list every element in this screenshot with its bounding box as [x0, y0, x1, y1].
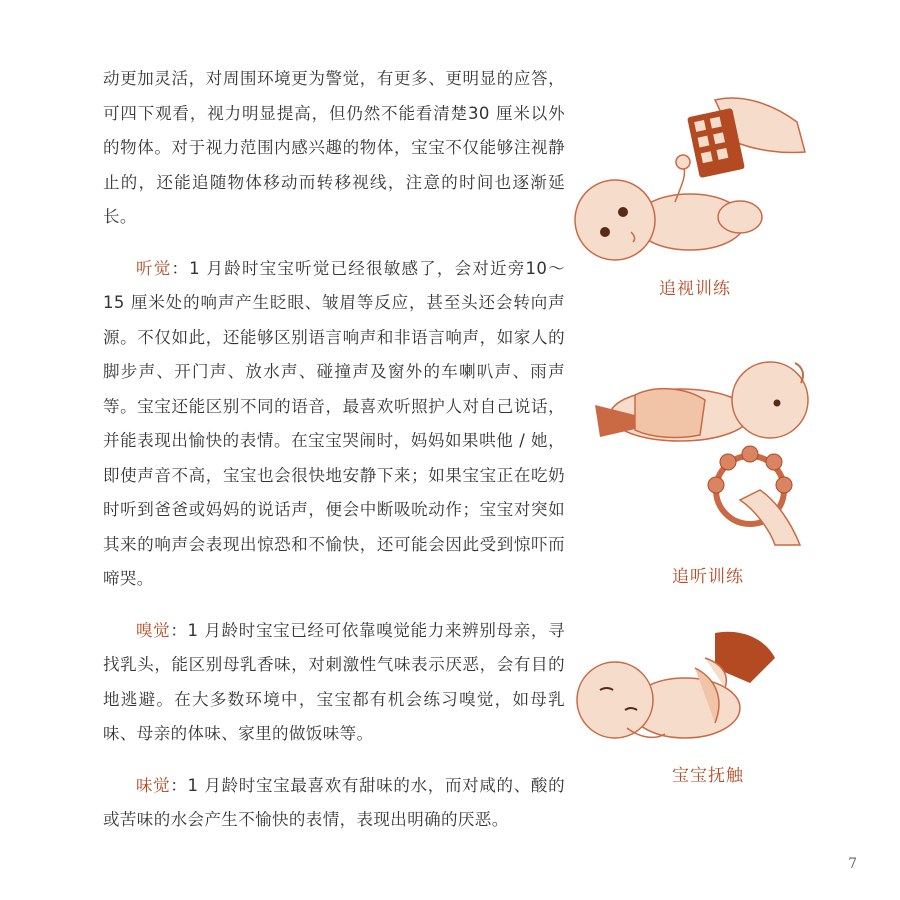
paragraph-vision: [103, 62, 565, 235]
body-text-column: [103, 62, 565, 855]
baby-massage-icon: [565, 628, 815, 758]
paragraph-taste: [103, 769, 565, 838]
paragraph-hearing: [103, 252, 565, 597]
caption-baby-massage: 宝宝抚触: [672, 766, 744, 786]
section-label-hearing: 听觉: [136, 258, 172, 278]
section-label-smell: 嗅觉: [136, 620, 171, 640]
page-number: 7: [848, 856, 857, 872]
paragraph-smell: [103, 614, 565, 752]
caption-visual-tracking: 追视训练: [659, 279, 731, 299]
paragraph-text: ：1 月龄时宝宝听觉已经很敏感了，会对近旁10～15 厘米处的响声产生眨眼、皱眉等反应，甚至头还会转向声源。不仅如此，还能够区别语言响声和非语言响声，如家人的脚步声、开门声、放水声、碰撞声及窗外的车喇叭声、雨声等。宝宝还能区别不同的语音，最喜欢听照护人对自己说话，并能表现出愉快的表情。在宝宝哭闹时，妈妈如果哄他 / 她，即使声音不高，宝宝也会很快地安静下来；如果宝宝正在吃奶时听到爸爸或妈妈的说话声，便会中断吸吮动作；宝宝对突如其来的响声会表现出惊恐和不愉快，还可能会因此受到惊吓而啼哭。: [103, 258, 565, 588]
paragraph-text: ：1 月龄时宝宝最喜欢有甜味的水，而对咸的、酸的或苦味的水会产生不愉快的表情，表现出明确的厌恶。: [103, 775, 565, 829]
section-label-taste: 味觉: [136, 775, 171, 795]
baby-auditory-tracking-icon: [565, 345, 815, 555]
paragraph-text: ：1 月龄时宝宝已经可依靠嗅觉能力来辨别母亲，寻找乳头，能区别母乳香味，对刺激性气味表示厌恶，会有目的地逃避。在大多数环境中，宝宝都有机会练习嗅觉，如母乳味、母亲的体味、家里的做饭味等。: [103, 620, 565, 743]
baby-visual-tracking-icon: [565, 92, 815, 267]
caption-auditory-tracking: 追听训练: [672, 567, 744, 587]
paragraph-text: 动更加灵活，对周围环境更为警觉，有更多、更明显的应答，可四下观看，视力明显提高，但仍然不能看清楚30 厘米以外的物体。对于视力范围内感兴趣的物体，宝宝不仅能够注视静止的，还能追随物体移动而转移视线，注意的时间也逐渐延长。: [103, 69, 565, 226]
